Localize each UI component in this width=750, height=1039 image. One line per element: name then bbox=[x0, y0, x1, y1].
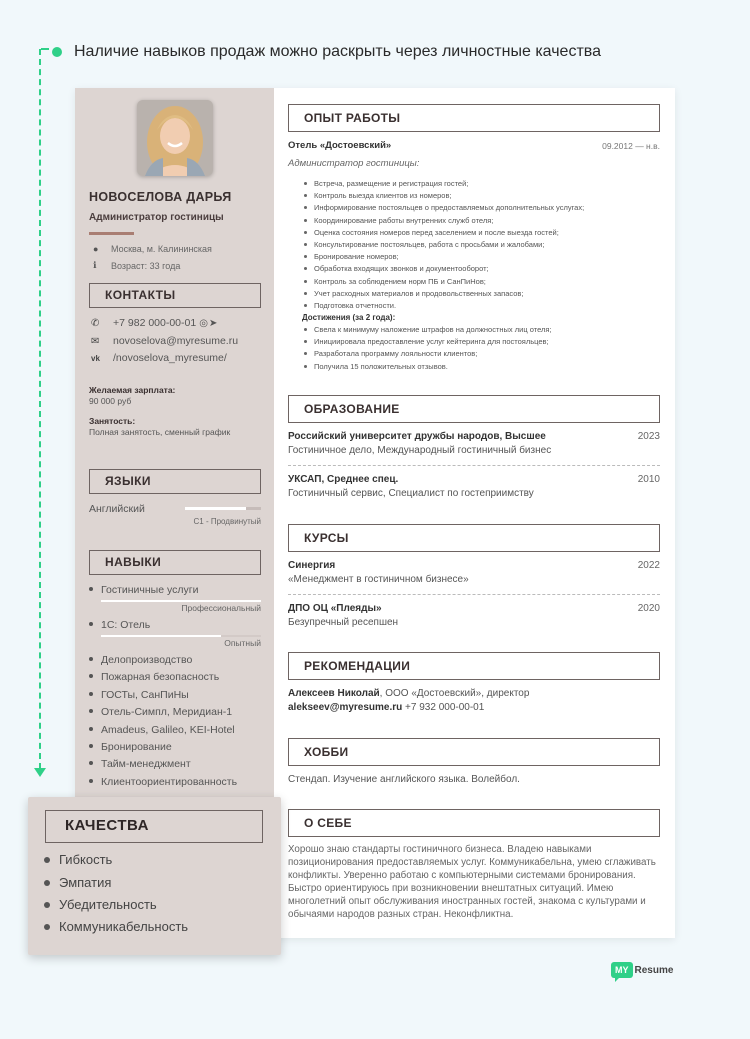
duty-item: Консультирование постояльцев, работа с просьбами и жалобами; bbox=[304, 239, 664, 251]
logo-text: Resume bbox=[634, 964, 674, 976]
skill-level-bar bbox=[101, 635, 261, 637]
vk-text[interactable]: /novoselova_myresume/ bbox=[113, 352, 227, 364]
hint-text: Наличие навыков продаж можно раскрыть через личностные качества bbox=[74, 43, 601, 60]
duty-item: Координирование работы внутренних служб отеля; bbox=[304, 215, 664, 227]
skill-item: Пожарная безопасность bbox=[89, 671, 219, 683]
language-level: C1 - Продвинутый bbox=[193, 517, 261, 526]
about-text: Хорошо знаю стандарты гостиничного бизнеса. Владею навыками позиционирования предоставляемых услуг. Коммуникабельна, умею сглаживать конфликты. Уверенно работаю с компьютерными системами бронирования. Быстро ориентируюсь при возникновении внештатных ситуаций. Имею многолетний опыт обслуживания иностранных гостей, знакома с культурами и обычаями народов разных стран. Неконфликтна. bbox=[288, 844, 656, 920]
recommendation-email[interactable]: alekseev@myresume.ru bbox=[288, 702, 403, 713]
duty-item: Контроль за соблюдением норм ПБ и СанПиНов; bbox=[304, 276, 664, 288]
experience-heading: ОПЫТ РАБОТЫ bbox=[288, 104, 660, 132]
skill-level-fill bbox=[101, 600, 261, 602]
name-underline bbox=[89, 232, 134, 235]
qualities-card bbox=[28, 797, 281, 955]
logo-badge: MY bbox=[611, 962, 633, 978]
profile-position: Администратор гостиницы bbox=[89, 212, 224, 223]
whatsapp-icon: ◎ bbox=[199, 317, 208, 329]
quality-item: Убедительность bbox=[44, 897, 157, 912]
phone-icon: ✆ bbox=[91, 317, 100, 329]
phone-row bbox=[91, 317, 217, 329]
divider bbox=[288, 465, 660, 466]
education-heading: ОБРАЗОВАНИЕ bbox=[288, 395, 660, 423]
course-sub: «Менеджмент в гостиничном бизнесе» bbox=[288, 574, 469, 585]
skill-item bbox=[89, 619, 150, 631]
about-heading: О СЕБЕ bbox=[288, 809, 660, 837]
education-year: 2023 bbox=[637, 431, 660, 442]
skill-item bbox=[89, 584, 198, 596]
education-year: 2010 bbox=[637, 474, 660, 485]
duty-item: Бронирование номеров; bbox=[304, 251, 664, 263]
duty-item: Учет расходных материалов и продовольственных запасов; bbox=[304, 288, 664, 300]
education-sub: Гостиничное дело, Международный гостиничный бизнес bbox=[288, 445, 552, 456]
hint-dot bbox=[52, 47, 62, 57]
skill-level-fill bbox=[101, 635, 221, 637]
language-name: Английский bbox=[89, 503, 145, 515]
telegram-icon: ➤ bbox=[208, 317, 218, 329]
quality-item: Коммуникабельность bbox=[44, 919, 188, 934]
hint-dashed-line bbox=[39, 49, 41, 769]
email-text[interactable]: novoselova@myresume.ru bbox=[113, 335, 239, 347]
skill-item: ГОСТы, СанПиНы bbox=[89, 689, 189, 701]
course-year: 2020 bbox=[637, 603, 660, 614]
skill-name: 1С: Отель bbox=[101, 619, 151, 631]
email-row bbox=[91, 335, 238, 347]
salary-value: 90 000 руб bbox=[89, 396, 132, 406]
location-pin-icon: ● bbox=[93, 244, 99, 254]
resume-main bbox=[274, 88, 675, 938]
profile-name: НОВОСЕЛОВА ДАРЬЯ bbox=[89, 190, 232, 204]
achievement-item: Свела к минимуму наложение штрафов на должностных лиц отеля; bbox=[304, 324, 664, 336]
courses-heading: КУРСЫ bbox=[288, 524, 660, 552]
duty-item: Подготовка отчетности. bbox=[304, 300, 664, 312]
qualities-heading: КАЧЕСТВА bbox=[45, 810, 263, 843]
recommendation-contacts: alekseev@myresume.ru +7 932 000-00-01 bbox=[288, 702, 485, 713]
duty-item: Информирование постояльцев о предоставляемых дополнительных услугах; bbox=[304, 202, 664, 214]
mail-icon: ✉ bbox=[91, 335, 100, 347]
education-title: УКСАП, Среднее спец. bbox=[288, 474, 399, 485]
recommendation-person: Алексеев Николай, ООО «Достоевский», директор bbox=[288, 688, 530, 699]
age-text: Возраст: 33 года bbox=[111, 260, 181, 271]
skill-item: Отель-Симпл, Меридиан-1 bbox=[89, 706, 232, 718]
skill-level-bar bbox=[101, 600, 261, 602]
job-place: Отель «Достоевский» bbox=[288, 140, 392, 151]
course-title: Синергия bbox=[288, 560, 336, 571]
hint-connector bbox=[41, 48, 49, 50]
vk-row bbox=[91, 352, 227, 364]
course-year: 2022 bbox=[637, 560, 660, 571]
achievement-item: Получила 15 положительных отзывов. bbox=[304, 361, 664, 373]
divider bbox=[288, 594, 660, 595]
duty-item: Встреча, размещение и регистрация гостей; bbox=[304, 178, 664, 190]
achievements-title: Достижения (за 2 года): bbox=[302, 313, 396, 323]
skill-level: Опытный bbox=[224, 638, 261, 648]
course-title: ДПО ОЦ «Плеяды» bbox=[288, 603, 382, 614]
education-title: Российский университет дружбы народов, Высшее bbox=[288, 431, 546, 442]
employment-value: Полная занятость, сменный график bbox=[89, 427, 231, 437]
info-icon: ℹ bbox=[93, 260, 97, 270]
hobby-heading: ХОББИ bbox=[288, 738, 660, 766]
duties-list bbox=[304, 178, 664, 373]
avatar-icon bbox=[137, 100, 213, 176]
phone-text[interactable]: +7 982 000-00-01 bbox=[113, 317, 197, 329]
job-role: Администратор гостиницы: bbox=[288, 158, 420, 169]
recommendations-heading: РЕКОМЕНДАЦИИ bbox=[288, 652, 660, 680]
skill-name: Гостиничные услуги bbox=[101, 584, 199, 596]
course-sub: Безупречный ресепшен bbox=[288, 617, 399, 628]
skill-item: Тайм-менеджмент bbox=[89, 758, 191, 770]
myresume-logo[interactable] bbox=[611, 962, 673, 978]
job-dates: 09.2012 — н.в. bbox=[602, 141, 660, 151]
vk-icon: vk bbox=[91, 353, 100, 363]
job-header bbox=[288, 140, 660, 151]
quality-item: Гибкость bbox=[44, 852, 112, 867]
hobby-text: Стендап. Изучение английского языка. Волейбол. bbox=[288, 774, 520, 785]
skills-heading: НАВЫКИ bbox=[89, 550, 261, 575]
contacts-heading: КОНТАКТЫ bbox=[89, 283, 261, 308]
skill-item: Бронирование bbox=[89, 741, 172, 753]
language-level-bar bbox=[185, 507, 261, 510]
duty-item: Оценка состояния номеров перед заселением и после выезда гостей; bbox=[304, 227, 664, 239]
skill-level: Профессиональный bbox=[181, 603, 261, 613]
duty-item: Обработка входящих звонков и документооборот; bbox=[304, 263, 664, 275]
quality-item: Эмпатия bbox=[44, 875, 111, 890]
location-text: Москва, м. Калининская bbox=[111, 244, 212, 254]
duty-item: Контроль выезда клиентов из номеров; bbox=[304, 190, 664, 202]
education-sub: Гостиничный сервис, Специалист по гостеприимству bbox=[288, 488, 534, 499]
achievement-item: Инициировала предоставление услуг кейтеринга для постояльцев; bbox=[304, 336, 664, 348]
skill-item: Amadeus, Galileo, KEI-Hotel bbox=[89, 724, 235, 736]
hint-arrow-icon bbox=[34, 768, 46, 777]
language-level-fill bbox=[185, 507, 246, 510]
location-row bbox=[93, 244, 212, 254]
employment-label: Занятость: bbox=[89, 416, 136, 426]
age-row bbox=[93, 260, 180, 271]
skill-item: Делопроизводство bbox=[89, 654, 192, 666]
achievement-item: Разработала программу лояльности клиентов; bbox=[304, 348, 664, 360]
profile-photo bbox=[137, 100, 213, 176]
salary-label: Желаемая зарплата: bbox=[89, 385, 176, 395]
languages-heading: ЯЗЫКИ bbox=[89, 469, 261, 494]
skill-item: Клиентоориентированность bbox=[89, 776, 237, 788]
